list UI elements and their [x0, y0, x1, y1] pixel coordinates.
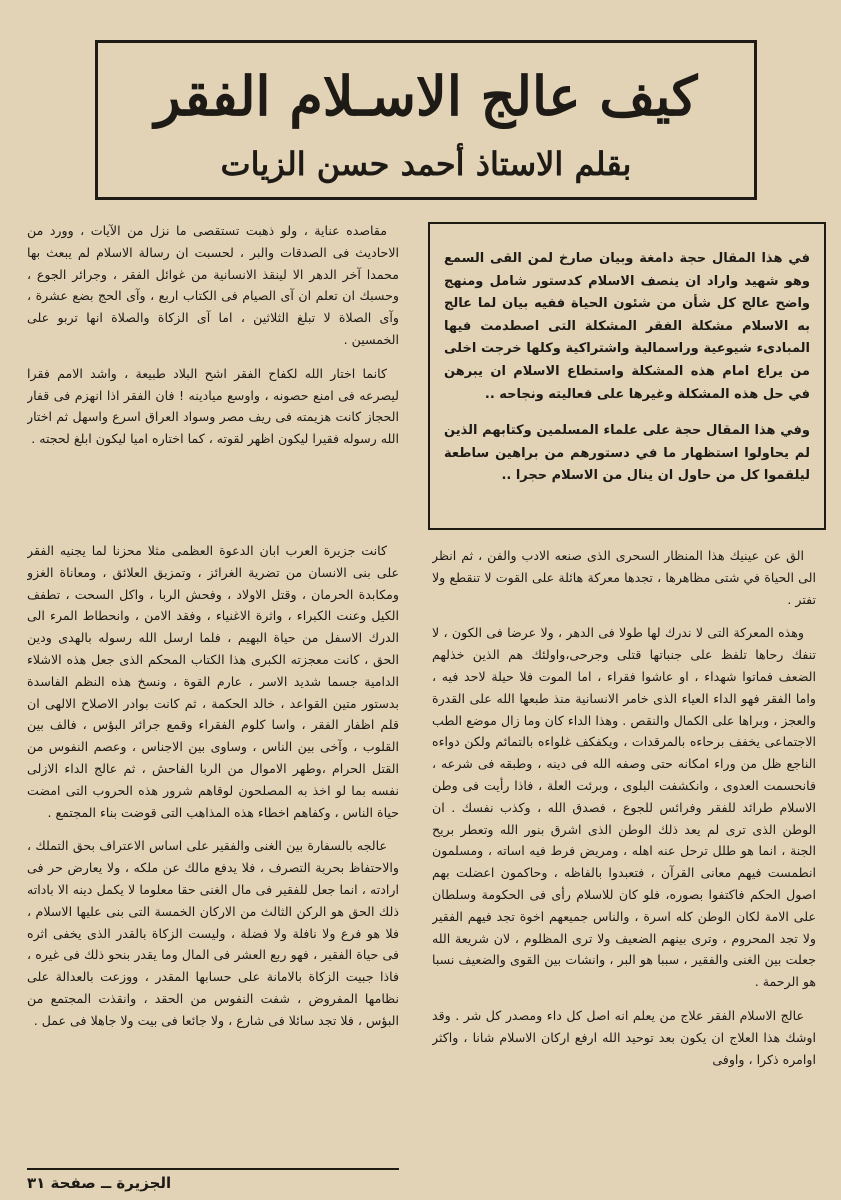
- author-byline: بقلم الاستاذ أحمد حسن الزيات: [220, 145, 632, 183]
- right-paragraph: الق عن عينيك هذا المنظار السحرى الذى صنعه الادب والفن ، ثم انظر الى الحياة في شتى مظاهرها ، تجدها معركة هائلة على القوت لا تنقطع ولا تفتر .: [432, 548, 816, 607]
- left-paragraph: عالجه بالسفارة بين الغنى والفقير على اساس الاعتراف بحق التملك ، والاحتفاظ بحرية التصرف ، فلا يدفع مالك عن ملكه ، ولا يعارض حر فى ارادته ، انما جعل للفقير فى مال الغنى حقا معلوما لا يكمل دينه الا باداته ذلك الحق هو الركن الثالث من الاركان الخمسة التى بنى عليها الاسلام ، فلا هو فرع ولا نافلة ولا فضلة ، وليست الزكاة بالقدر الذى يخفى اثره فى حياة الفقير ، فهو ربع العشر فى المال وما يقدر بنحو ذلك فى غيره ، فاذا جبيت الزكاة بالامانة على حسابها المقدر ، ووزعت بالعدالة على نظامها المفروض ، شفت النفوس من الحقد ، وانقذت المجتمع من البؤس ، فلا تجد سائلا فى شارع ، ولا جائعا فى بيت ولا جاهلا فى عمل .: [27, 838, 399, 1028]
- article-title: كيف عالج الاسـلام الفقر: [154, 64, 698, 128]
- intro-box: [428, 222, 826, 530]
- intro-paragraph: وفي هذا المقال حجة على علماء المسلمين وكتابهم الذين لم يحاولوا استظهار ما في دستورهم من براهين ساطعة ليلقموا كل من حاول ان ينال من الاسلام حجرا ..: [444, 423, 810, 484]
- footer-rule: [27, 1168, 399, 1170]
- right-column: [432, 545, 816, 1160]
- left-column-bottom: [27, 540, 399, 1178]
- left-paragraph: كانت جزيرة العرب ابان الدعوة العظمى مثلا محزنا لما يجنيه الفقر على بنى الانسان من تضرية الغرائز ، وتمزيق العلائق ، ومعاناة الغزو ومكابدة الحرمان ، وقتل الاولاد ، وفحش الربا ، واكل السحت ، تطفف الكيل وعنت الكبراء ، واثرة الاغنياء ، وفقد الامن ، وانحطاط المرء الى الدرك الاسفل من حياة البهيم ، فلما ارسل الله رسوله بالهدى ودين الحق ، كانت معجزته الكبرى هذا الكتاب المحكم الذى جعل هذه الاشلاء الدامية جسما شديد الاسر ، عارم القوة ، ونسخ هذه النظم الفاسدة بدستور متين القواعد ، خالد الحكمة ، ثم كانت بوادر الاصلاح الالهى ان قلم اظفار الفقر ، واسا كلوم الفقراء وقمع جرائر البؤس ، فالف بين القلوب ، وآخى بين الناس ، وساوى بين الاجناس ، وعصم النفوس من القتل الحرام ،وطهر الاموال من الربا الفاحش ، ثم عالج الداء الازلى نفسه بما لو اخذ به المصلحون لوقاهم شرور هذه الحروب التى امضت حياة الناس ، وكفاهم اخطاء هذه المذاهب التى قوضت بناء المجتمع .: [27, 543, 399, 820]
- page-footer: الجزيرة ــ صفحة ٣١: [27, 1174, 172, 1192]
- left-column-top: [27, 220, 399, 555]
- right-paragraph: عالج الاسلام الفقر علاج من يعلم انه اصل كل داء ومصدر كل شر . وقد اوشك هذا العلاج ان يكون بعد توحيد الله ارفع اركان الاسلام شانا ، واكثر اوامره ذكرا ، واوفى: [432, 1007, 816, 1067]
- left-paragraph: مقاصده عناية ، ولو ذهبت تستقصى ما نزل من الآيات ، وورد من الاحاديث فى الصدقات والبر ، لحسبت ان رسالة الاسلام لم يبعث بها محمدا آخر الدهر الا لينقذ الانسانية من غوائل الفقر ، وجرائر الجوع ، وحسبك ان تعلم ان آى الصيام فى الكتاب اربع ، وآى الحج بضع عشرة ، وآى الصلاة لا تبلغ الثلاثين ، اما آى الزكاة والصلاة انها تربو على الخمسين .: [27, 223, 399, 347]
- right-paragraph: وهذه المعركة التى لا ندرك لها طولا فى الدهر ، ولا عرضا فى الكون ، لا تنفك رحاها تلفظ على جنباتها قتلى وجرحى،واولئك هم الذين خذلهم الضعف فماتوا شهداء ، او عاشوا فقراء ، اما الموت فلا حيلة لاحد فيه ، واما الفقر فهو الداء العياء الذى خامر الانسانية منذ طبعها الله على القدرة والعجز ، وبراها على الكمال والنقص . وهذا الداء كان وما زال موضع الطب الاجتماعى يخفف برحاءه بالمرقدات ، ويكفكف غلواءه بالتمائم ولكن دواءه الناجع ظل من وراء امكانه حتى وصفه الله فى دينه ، وطبقه فى شرعه ، فانحسمت العدوى ، وانكشفت البلوى ، وبرئت العلة ، فاذا رأيت فى وطن الاسلام طرائد للفقر وفرائس للجوع ، فصدق الله ، وكذب نفسك . ان الوطن الذى ترى لم يعد ذلك الوطن الذى اشرق بنور الله وتعطر بريح الجنة ، انما هو طلل ترحل عنه اهله ، ومريض فرط فيه اساته ، ومسلمون انطمست فيهم معانى القرآن ، فتعبدوا بالفاظه ، وحاكمون اعضلت بهم اصول الحكم فاكتفوا بصوره، فلو كان للاسلام رأى فى الحكومة وسلطان على الامة لكان الوطن كله اسرة ، والناس جميعهم اخوة تجد فيهم الفقير ولا تجد المحروم ، وترى بينهم الضعيف ولا ترى المظلوم ، لان شريعة الله جعلت بين الغنى والفقير ، سببا هو البر ، وانشات بين القوى والضعيف نسبا هو الرحمة .: [432, 625, 816, 990]
- intro-paragraph: في هذا المقال حجة دامغة وبيان صارخ لمن القى السمع وهو شهيد واراد ان ينصف الاسلام كدستور شامل ومنهج واضح عالج كل شأن من شئون الحياة ففيه بيان لما عالج به الاسلام مشكلة الفقر المشكلة التى اصطدمت فيها المبادىء شيوعية وراسمالية واشتراكية وكلها خرجت اخلى من يراع امام هذه المشكلة واستطاع الاسلام ان يبرهن في حل هذه المشكلة وغيرها على فعاليته ونجاحه ..: [444, 251, 810, 402]
- title-box: [95, 40, 757, 200]
- left-paragraph: كانما اختار الله لكفاح الفقر اشح البلاد طبيعة ، واشد الامم فقرا ليصرعه فى امنع حصونه ، واوسع ميادينه ! فان الفقر اذا انهزم فى قفار الحجاز كانت هزيمته فى ريف مصر وسواد العراق اسرع واسهل ثم اختار الله رسوله فقيرا ليكون اظهر لقوته ، كما اختاره اميا ليكون ابلغ لحجته .: [27, 365, 399, 447]
